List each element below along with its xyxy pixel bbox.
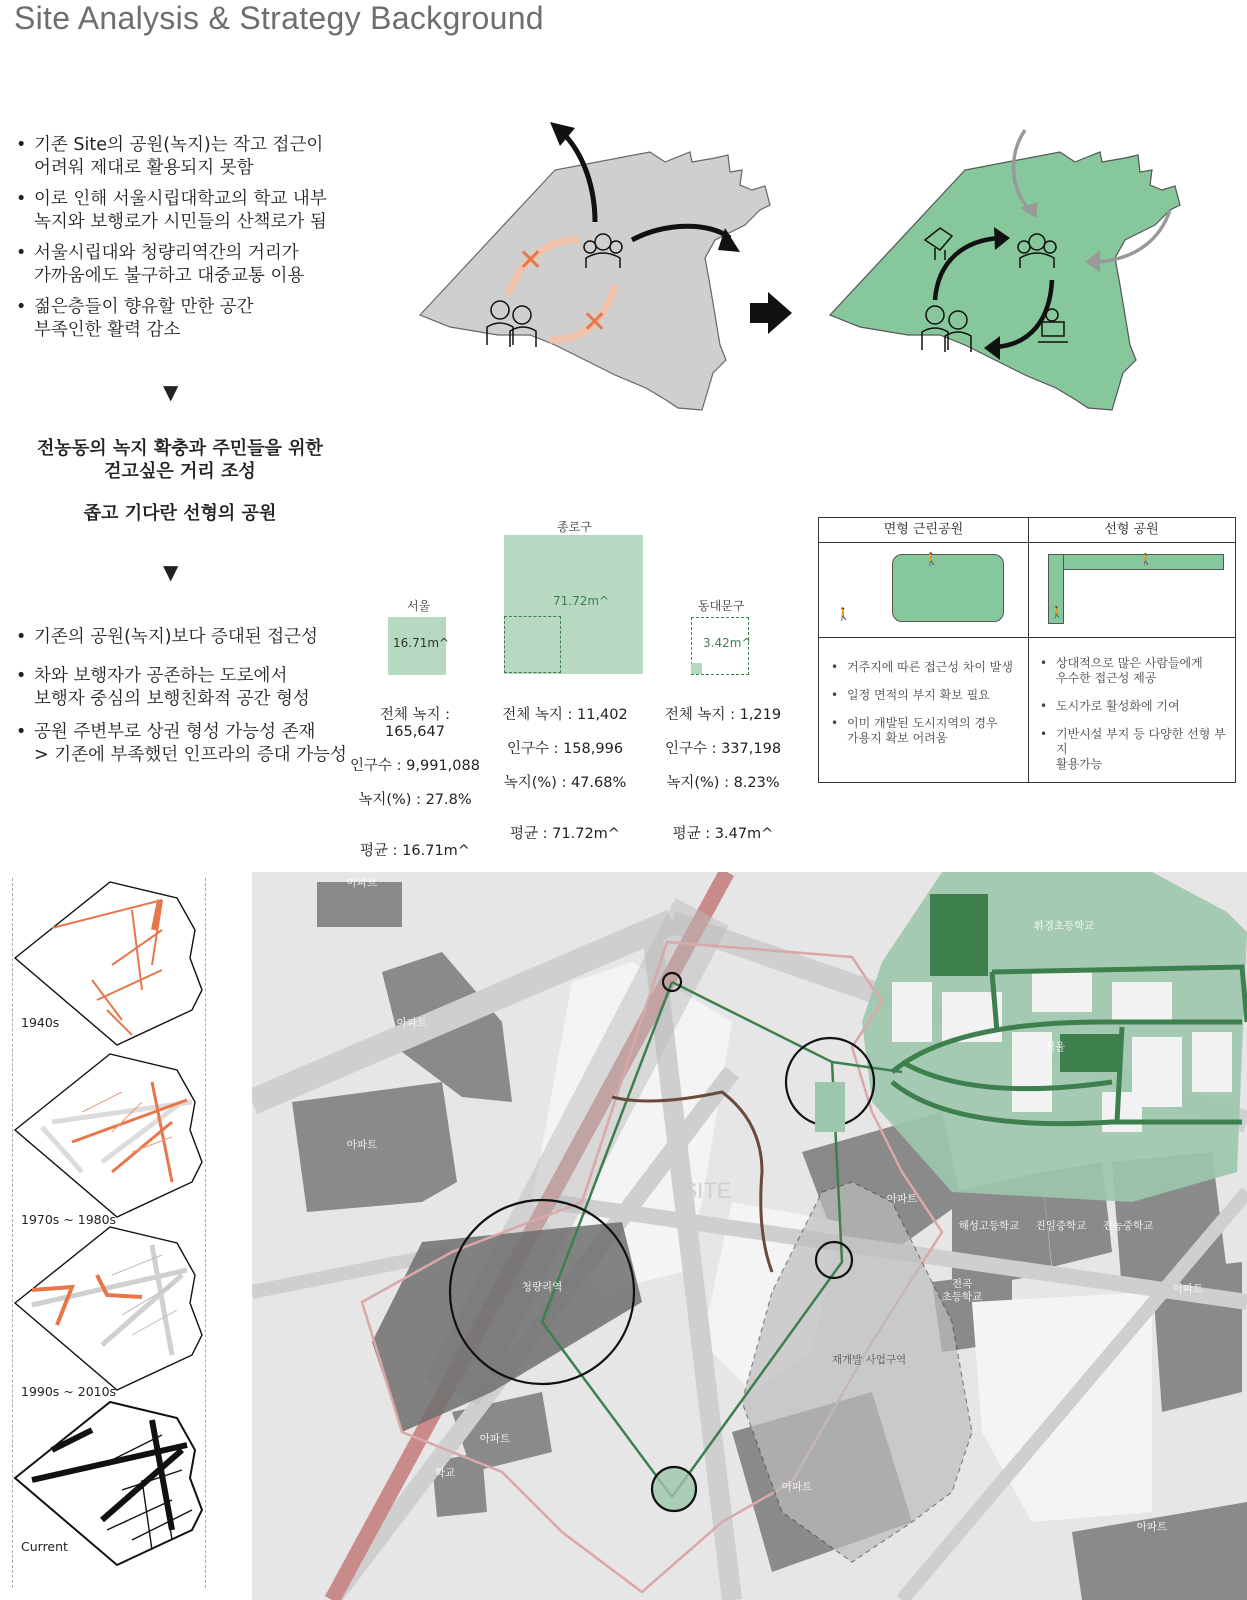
comparison-point: • 기반시설 부지 등 다양한 선형 부지 활용가능 [1038,727,1233,772]
stat-average: 평균 : 16.71m^ [360,843,470,859]
stat-population: 인구수 : 337,198 [664,741,782,757]
map-label-school: 진일중학교 [1035,1220,1087,1232]
concept-text: 좁고 기다란 선형의 공원 [83,503,277,524]
comparison-point: • 상대적으로 많은 사람들에게 우수한 접근성 제공 [1038,656,1233,686]
stat-total: 전체 녹지 : 11,402 [502,707,628,723]
era-label: 1970s ~ 1980s [21,1212,117,1227]
page-title: Site Analysis & Strategy Background [14,0,544,36]
per-capita-value: 71.72m^ [553,594,610,608]
stat-block [350,690,480,877]
district-label: 종로구 [557,520,592,534]
goal-text: 전농동의 녹지 확충과 주민들을 위한 걷고싶은 거리 조성 [37,438,323,482]
map-label-school: 휘경초등학교 [1033,920,1095,932]
comparison-point: • 도시가로 활성화에 기여 [1038,699,1233,714]
era-label: 1940s [21,1015,60,1030]
problem-list [12,134,342,350]
stat-ratio: 녹지(%) : 27.8% [358,792,472,808]
proposed-site-shape [830,152,1180,410]
map-label-school: 전곡 초등학교 [941,1278,983,1303]
comparison-point: • 거주지에 따른 접근성 차이 발생 [829,660,1024,675]
per-capita-value: 3.42m^ [703,636,752,650]
benefit-item: • 차와 보행자가 공존하는 도로에서 보행자 중심의 보행친화적 공간 형성 [12,665,352,711]
map-label-apartment: 아파트 [1172,1283,1204,1295]
stat-population: 인구수 : 9,991,088 [350,758,480,774]
park-type-comparison [818,517,1236,783]
comparison-point: • 이미 개발된 도시지역의 경우 가용지 확보 어려움 [829,716,1024,746]
column-header: 선형 공원 [1028,518,1235,543]
per-capita-value: 16.71m^ [393,636,450,650]
map-label-university: 서울 [1044,1041,1066,1053]
era-label: 1990s ~ 2010s [21,1384,117,1399]
existing-site-shape [420,152,770,410]
map-label-site: SITE [682,1178,732,1203]
arrow-right-icon [750,292,792,334]
map-label-station: 청량리역 [521,1281,563,1293]
historical-diagrams [12,870,207,1590]
walker-icon: 🚶 [1050,606,1064,619]
map-label-apartment: 아파트 [396,1017,428,1029]
stat-total: 전체 녹지 : 165,647 [379,707,451,740]
era-1970s [15,1054,202,1217]
era-label: Current [21,1539,68,1554]
map-label-apartment: 아파트 [781,1481,813,1493]
stat-block [500,690,630,860]
problem-item: • 기존 Site의 공원(녹지)는 작고 접근이 어려워 제대로 활용되지 못함 [12,134,342,180]
comparison-point: • 일정 면적의 부지 확보 필요 [829,688,1024,703]
benefit-item: • 공원 주변부로 상권 형성 가능성 존재 > 기존에 부족했던 인프라의 증대 가능성 [12,721,352,767]
down-arrow-icon: ▼ [163,560,179,584]
map-label-apartment: 아파트 [479,1433,511,1445]
district-label: 동대문구 [698,599,745,613]
reference-square [504,616,561,673]
strategy-diagram [390,110,1240,420]
map-label-redevelopment: 재개발 사업구역 [831,1354,907,1366]
walker-icon: 🚶 [836,607,851,621]
cross-icon: ✕ [518,243,544,278]
map-label-apartment: 아파트 [1136,1521,1168,1533]
map-label-school: 전농중학교 [1102,1220,1154,1232]
stat-average: 평균 : 3.47m^ [672,826,774,842]
walker-icon: 🚶 [924,552,939,566]
era-1990s [15,1227,202,1390]
map-label-school: 학교 [434,1467,456,1479]
map-label-school: 해성고등학교 [958,1220,1020,1232]
stat-block [658,690,788,860]
down-arrow-icon: ▼ [163,380,179,404]
map-label-apartment: 아파트 [346,1139,378,1151]
walker-icon: 🚶 [1139,553,1153,566]
district-label: 서울 [407,599,431,613]
area-park-column [819,518,1029,782]
dongdaemun-green-square [691,663,702,674]
stat-total: 전체 녹지 : 1,219 [664,707,782,723]
problem-item: • 젊은층들이 향유할 만한 공간 부족인한 활력 감소 [12,296,342,342]
benefit-item: • 기존의 공원(녹지)보다 증대된 접근성 [12,626,352,649]
stat-ratio: 녹지(%) : 8.23% [666,775,780,791]
column-header: 면형 근린공원 [819,518,1028,543]
benefit-list [12,626,352,775]
stat-population: 인구수 : 158,996 [506,741,624,757]
map-label-apartment: 아파트 [346,877,378,889]
problem-item: • 이로 인해 서울시립대학교의 학교 내부 녹지와 보행로가 시민들의 산책로가 됨 [12,188,342,234]
problem-item: • 서울시립대와 청량리역간의 거리가 가까움에도 불구하고 대중교통 이용 [12,242,342,288]
map-label-apartment: 아파트 [886,1193,918,1205]
cross-icon: ✕ [582,305,608,340]
linear-park-column [1028,518,1235,782]
stat-average: 평균 : 71.72m^ [510,826,620,842]
site-map [252,872,1247,1600]
stat-ratio: 녹지(%) : 47.68% [503,775,627,791]
